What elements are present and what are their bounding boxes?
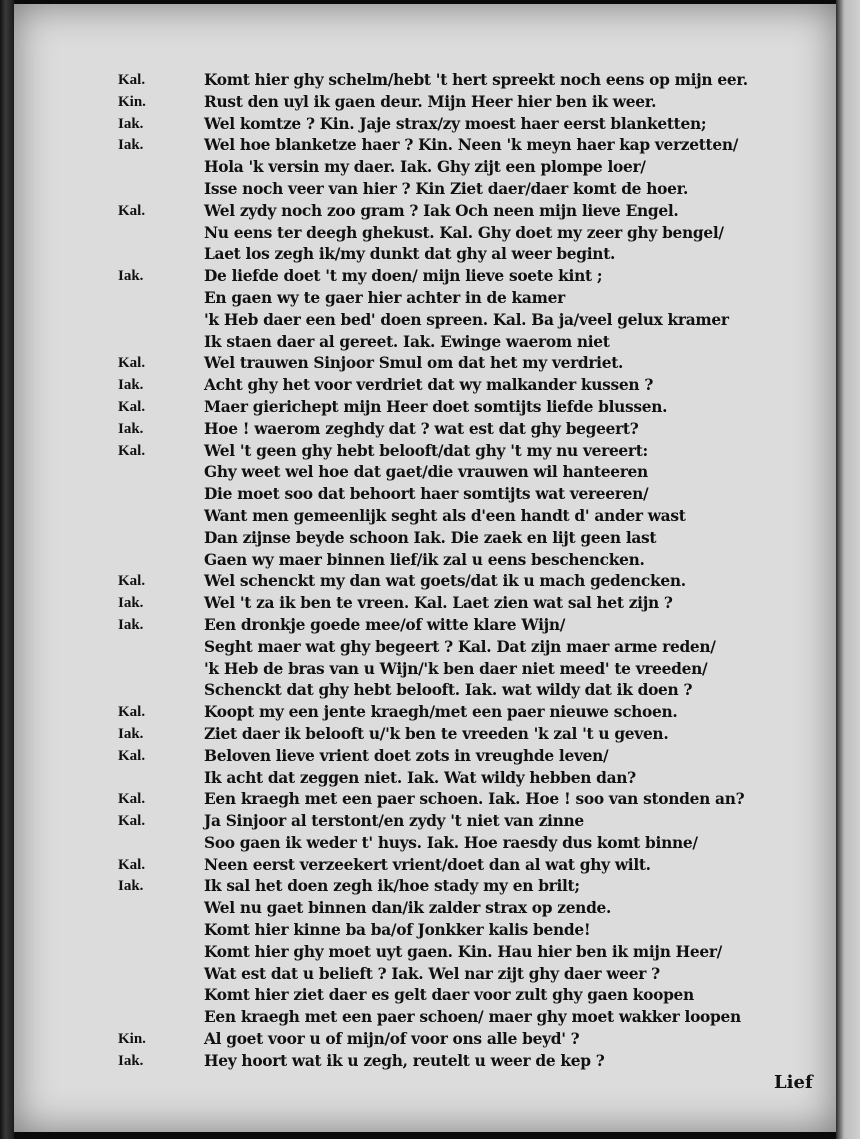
verse-text-line: Koopt my een jente kraegh/met een paer nieuwe schoen.: [204, 703, 678, 722]
verse-text-line: Een kraegh met een paer schoen. Iak. Hoe ! soo van stonden an?: [204, 790, 745, 809]
speaker-label: Kal.: [118, 355, 146, 372]
verse-text-line: Acht ghy het voor verdriet dat wy malkander kussen ?: [204, 376, 654, 395]
verse-line: [14, 244, 836, 266]
verse-text-line: Wat est dat u belieft ? Iak. Wel nar zijt ghy daer weer ?: [204, 964, 660, 983]
verse-text-line: Ik staen daer al gereet. Iak. Ewinge waerom niet: [204, 332, 610, 351]
verse-text-line: Wel 't geen ghy hebt belooft/dat ghy 't my nu vereert:: [204, 441, 648, 460]
verse-text-line: Komt hier ghy moet uyt gaen. Kin. Hau hier ben ik mijn Heer/: [204, 942, 723, 961]
speaker-label: Kal.: [118, 202, 146, 219]
verse-line: [14, 942, 836, 964]
speaker-label: Kal.: [118, 573, 146, 590]
speaker-label: Kal.: [118, 856, 146, 873]
verse-text-line: Een kraegh met een paer schoen/ maer ghy moet wakker loopen: [204, 1008, 741, 1027]
speaker-label: Kal.: [118, 813, 146, 830]
verse-text-line: Schenckt dat ghy hebt belooft. Iak. wat wildy dat ik doen ?: [204, 681, 693, 700]
verse-text-line: 'k Heb daer een bed' doen spreen. Kal. Ba ja/veel gelux kramer: [204, 310, 729, 329]
verse-text-line: Hey hoort wat ik u zegh, reutelt u weer de kep ?: [204, 1051, 605, 1070]
speaker-label: Iak.: [118, 616, 144, 633]
verse-text-line: Wel nu gaet binnen dan/ik zalder strax op zende.: [204, 899, 612, 918]
verse-text-line: Maer gierichept mijn Heer doet somtijts liefde blussen.: [204, 397, 668, 416]
verse-text-line: Ik acht dat zeggen niet. Iak. Wat wildy hebben dan?: [204, 768, 636, 787]
verse-line: [14, 746, 836, 768]
verse-text-line: Laet los zegh ik/my dunkt dat ghy al weer begint.: [204, 245, 616, 264]
book-page: [14, 4, 836, 1132]
speaker-label: Iak.: [118, 377, 144, 394]
verse-line: [14, 920, 836, 942]
verse-line: [14, 528, 836, 550]
verse-text-line: Wel 't za ik ben te vreen. Kal. Laet zien wat sal het zijn ?: [204, 594, 673, 613]
verse-text-line: Wel hoe blanketze haer ? Kin. Neen 'k meyn haer kap verzetten/: [204, 136, 739, 155]
speaker-label: Iak.: [118, 115, 144, 132]
speaker-label: Iak.: [118, 595, 144, 612]
verse-line: [14, 201, 836, 223]
verse-text-line: Komt hier ghy schelm/hebt 't hert spreekt noch eens op mijn eer.: [204, 71, 748, 89]
verse-line: [14, 680, 836, 702]
speaker-label: Kal.: [118, 747, 146, 764]
verse-line: [14, 353, 836, 375]
verse-line: [14, 135, 836, 157]
verse-text-line: Isse noch veer van hier ? Kin Ziet daer/daer komt de hoer.: [204, 179, 689, 198]
verse-line: [14, 550, 836, 572]
verse-line: [14, 92, 836, 114]
book-gutter: [0, 0, 14, 1139]
verse-text-line: Wel zydy noch zoo gram ? Iak Och neen mijn lieve Engel.: [204, 201, 679, 220]
verse-text-line: Beloven lieve vrient doet zots in vreughde leven/: [204, 746, 609, 765]
verse-line: [14, 462, 836, 484]
verse-line: [14, 375, 836, 397]
verse-line: [14, 179, 836, 201]
verse-line: [14, 1051, 836, 1073]
verse-line: [14, 114, 836, 136]
verse-text-line: Komt hier kinne ba ba/of Jonkker kalis bende!: [204, 921, 591, 940]
speaker-label: Kal.: [118, 704, 146, 721]
verse-text-line: Een dronkje goede mee/of witte klare Wijn/: [204, 615, 566, 634]
speaker-label: Kin.: [118, 1031, 146, 1048]
verse-line: [14, 223, 836, 245]
verse-text-line: Wel trauwen Sinjoor Smul om dat het my verdriet.: [204, 354, 624, 373]
verse-text-line: 'k Heb de bras van u Wijn/'k ben daer niet meed' te vreeden/: [204, 659, 708, 678]
catchword: Lief: [774, 1072, 813, 1093]
verse-text-line: Soo gaen ik weder t' huys. Iak. Hoe raesdy dus komt binne/: [204, 833, 698, 852]
verse-line: [14, 876, 836, 898]
verse-line: [14, 506, 836, 528]
verse-line: [14, 768, 836, 790]
verse-line: [14, 288, 836, 310]
verse-line: [14, 571, 836, 593]
speaker-label: Kal.: [118, 791, 146, 808]
verse-line: [14, 593, 836, 615]
verse-text-line: Al goet voor u of mijn/of voor ons alle beyd' ?: [204, 1030, 580, 1049]
verse-line: [14, 419, 836, 441]
verse-line: [14, 70, 836, 92]
speaker-label: Iak.: [118, 137, 144, 154]
verse-text-line: Gaen wy maer binnen lief/ik zal u eens beschencken.: [204, 550, 645, 569]
verse-text-line: Wel komtze ? Kin. Jaje strax/zy moest haer eerst blanketten;: [204, 114, 707, 133]
verse-line: [14, 724, 836, 746]
verse-line: [14, 964, 836, 986]
verse-text-line: Ghy weet wel hoe dat gaet/die vrauwen wil hanteeren: [204, 463, 648, 482]
verse-text-line: Hoe ! waerom zeghdy dat ? wat est dat ghy begeert?: [204, 419, 639, 438]
verse-line: [14, 833, 836, 855]
verse-line: [14, 266, 836, 288]
verse-line: [14, 615, 836, 637]
verse-text-line: Wel schenckt my dan wat goets/dat ik u mach gedencken.: [204, 572, 686, 591]
speaker-label: Kal.: [118, 442, 146, 459]
verse-text-line: Neen eerst verzeekert vrient/doet dan al wat ghy wilt.: [204, 855, 651, 874]
verse-line: [14, 789, 836, 811]
verse-line: [14, 855, 836, 877]
verse-text-line: Hola 'k versin my daer. Iak. Ghy zijt een plompe loer/: [204, 158, 646, 177]
verse-text-line: Die moet soo dat behoort haer somtijts wat vereeren/: [204, 485, 649, 504]
verse-text-line: Ik sal het doen zegh ik/hoe stady my en brilt;: [204, 877, 580, 896]
speaker-label: Kal.: [118, 72, 146, 88]
verse-text-line: Seght maer wat ghy begeert ? Kal. Dat zijn maer arme reden/: [204, 637, 716, 656]
verse-line: [14, 1029, 836, 1051]
verse-text-line: Nu eens ter deegh ghekust. Kal. Ghy doet my zeer ghy bengel/: [204, 223, 724, 242]
speaker-label: Iak.: [118, 420, 144, 437]
speaker-label: Iak.: [118, 725, 144, 742]
speaker-label: Iak.: [118, 1052, 144, 1069]
facing-page-edge: [836, 0, 860, 1139]
verse-line: [14, 985, 836, 1007]
verse-text-line: Want men gemeenlijk seght als d'een handt d' ander wast: [204, 506, 686, 525]
verse-line: [14, 1007, 836, 1029]
speaker-label: Iak.: [118, 878, 144, 895]
verse-text-line: De liefde doet 't my doen/ mijn lieve soete kint ;: [204, 267, 603, 286]
verse-line: [14, 310, 836, 332]
verse-text-line: En gaen wy te gaer hier achter in de kamer: [204, 288, 565, 307]
verse-text-line: Komt hier ziet daer es gelt daer voor zult ghy gaen koopen: [204, 986, 694, 1005]
verse-line: [14, 898, 836, 920]
verse-text-line: Ja Sinjoor al terstont/en zydy 't niet van zinne: [204, 812, 584, 831]
verse-text-line: Rust den uyl ik gaen deur. Mijn Heer hier ben ik weer.: [204, 92, 657, 111]
verse-text-line: Ziet daer ik belooft u/'k ben te vreeden 'k zal 't u geven.: [204, 724, 669, 743]
verse-line: [14, 332, 836, 354]
speaker-label: Kin.: [118, 93, 146, 110]
verse-line: [14, 441, 836, 463]
verse-line: [14, 637, 836, 659]
verse-text: [14, 70, 836, 1073]
verse-line: [14, 397, 836, 419]
verse-line: [14, 484, 836, 506]
verse-line: [14, 157, 836, 179]
verse-line: [14, 659, 836, 681]
speaker-label: Kal.: [118, 398, 146, 415]
verse-text-line: Dan zijnse beyde schoon Iak. Die zaek en lijt geen last: [204, 528, 657, 547]
speaker-label: Iak.: [118, 268, 144, 285]
verse-line: [14, 702, 836, 724]
verse-line: [14, 811, 836, 833]
